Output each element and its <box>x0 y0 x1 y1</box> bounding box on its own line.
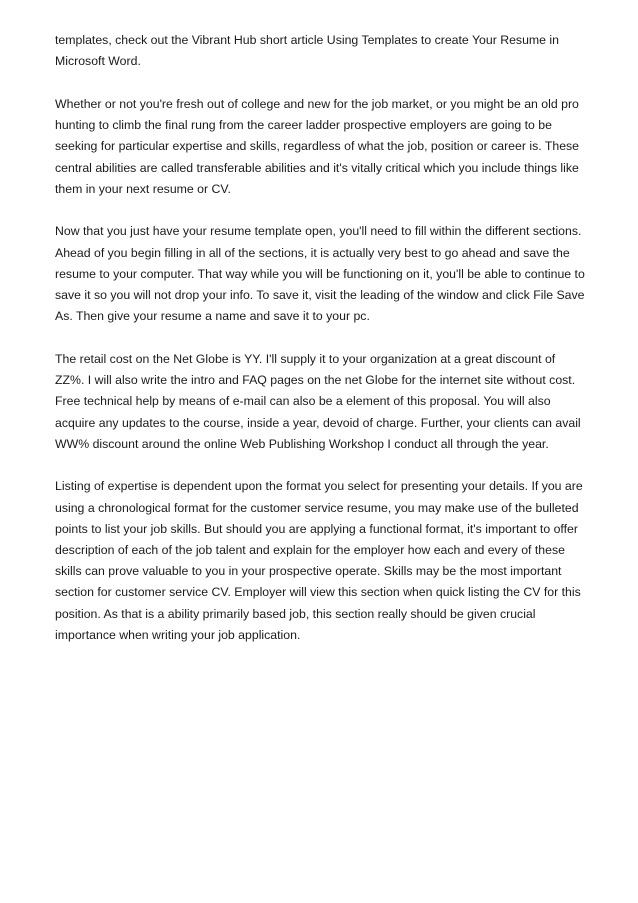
document-body <box>55 30 586 668</box>
paragraph-templates-intro: templates, check out the Vibrant Hub short article Using Templates to create Your Resume in Microsoft Word. <box>55 33 559 69</box>
paragraph-save-resume: Now that you just have your resume template open, you'll need to fill within the different sections. Ahead of you begin filling in all of the sections, it is actually very best to go ahead and save the resume to your computer. That way while you will be functioning on it, you'll be able to continue to save it so you will not drop your info. To save it, visit the leading of the window and click File Save As. Then give your resume a name and save it to your pc. <box>55 224 585 324</box>
paragraph-retail-cost: The retail cost on the Net Globe is YY. I'll supply it to your organization at a great discount of ZZ%. I will also write the intro and FAQ pages on the net Globe for the internet site without cost. Free technical help by means of e-mail can also be a element of this proposal. You will also acquire any updates to the course, inside a year, devoid of charge. Further, your clients can avail WW% discount around the online Web Publishing Workshop I conduct all through the year. <box>55 351 581 451</box>
paragraph-transferable-abilities: Whether or not you're fresh out of college and new for the job market, or you might be an old pro hunting to climb the final rung from the career ladder prospective employers are going to be seeking for particular expertise and skills, regardless of what the job, position or career is. These central abilities are called transferable abilities and it's vitally critical which you include things like them in your next resume or CV. <box>55 96 580 196</box>
paragraph-listing-expertise: Listing of expertise is dependent upon the format you select for presenting your details. If you are using a chronological format for the customer service resume, you may make use of the bulleted points to list your job skills. But should you are applying a functional format, it's important to offer description of each of the job talent and explain for the employer how each and every of these skills can prove valuable to you in your prospective operate. Skills may be the most important section for customer service CV. Employer will view this section when quick listing the CV for this position. As that is a ability primarily based job, this section really should be given crucial importance when writing your job application. <box>55 479 583 642</box>
